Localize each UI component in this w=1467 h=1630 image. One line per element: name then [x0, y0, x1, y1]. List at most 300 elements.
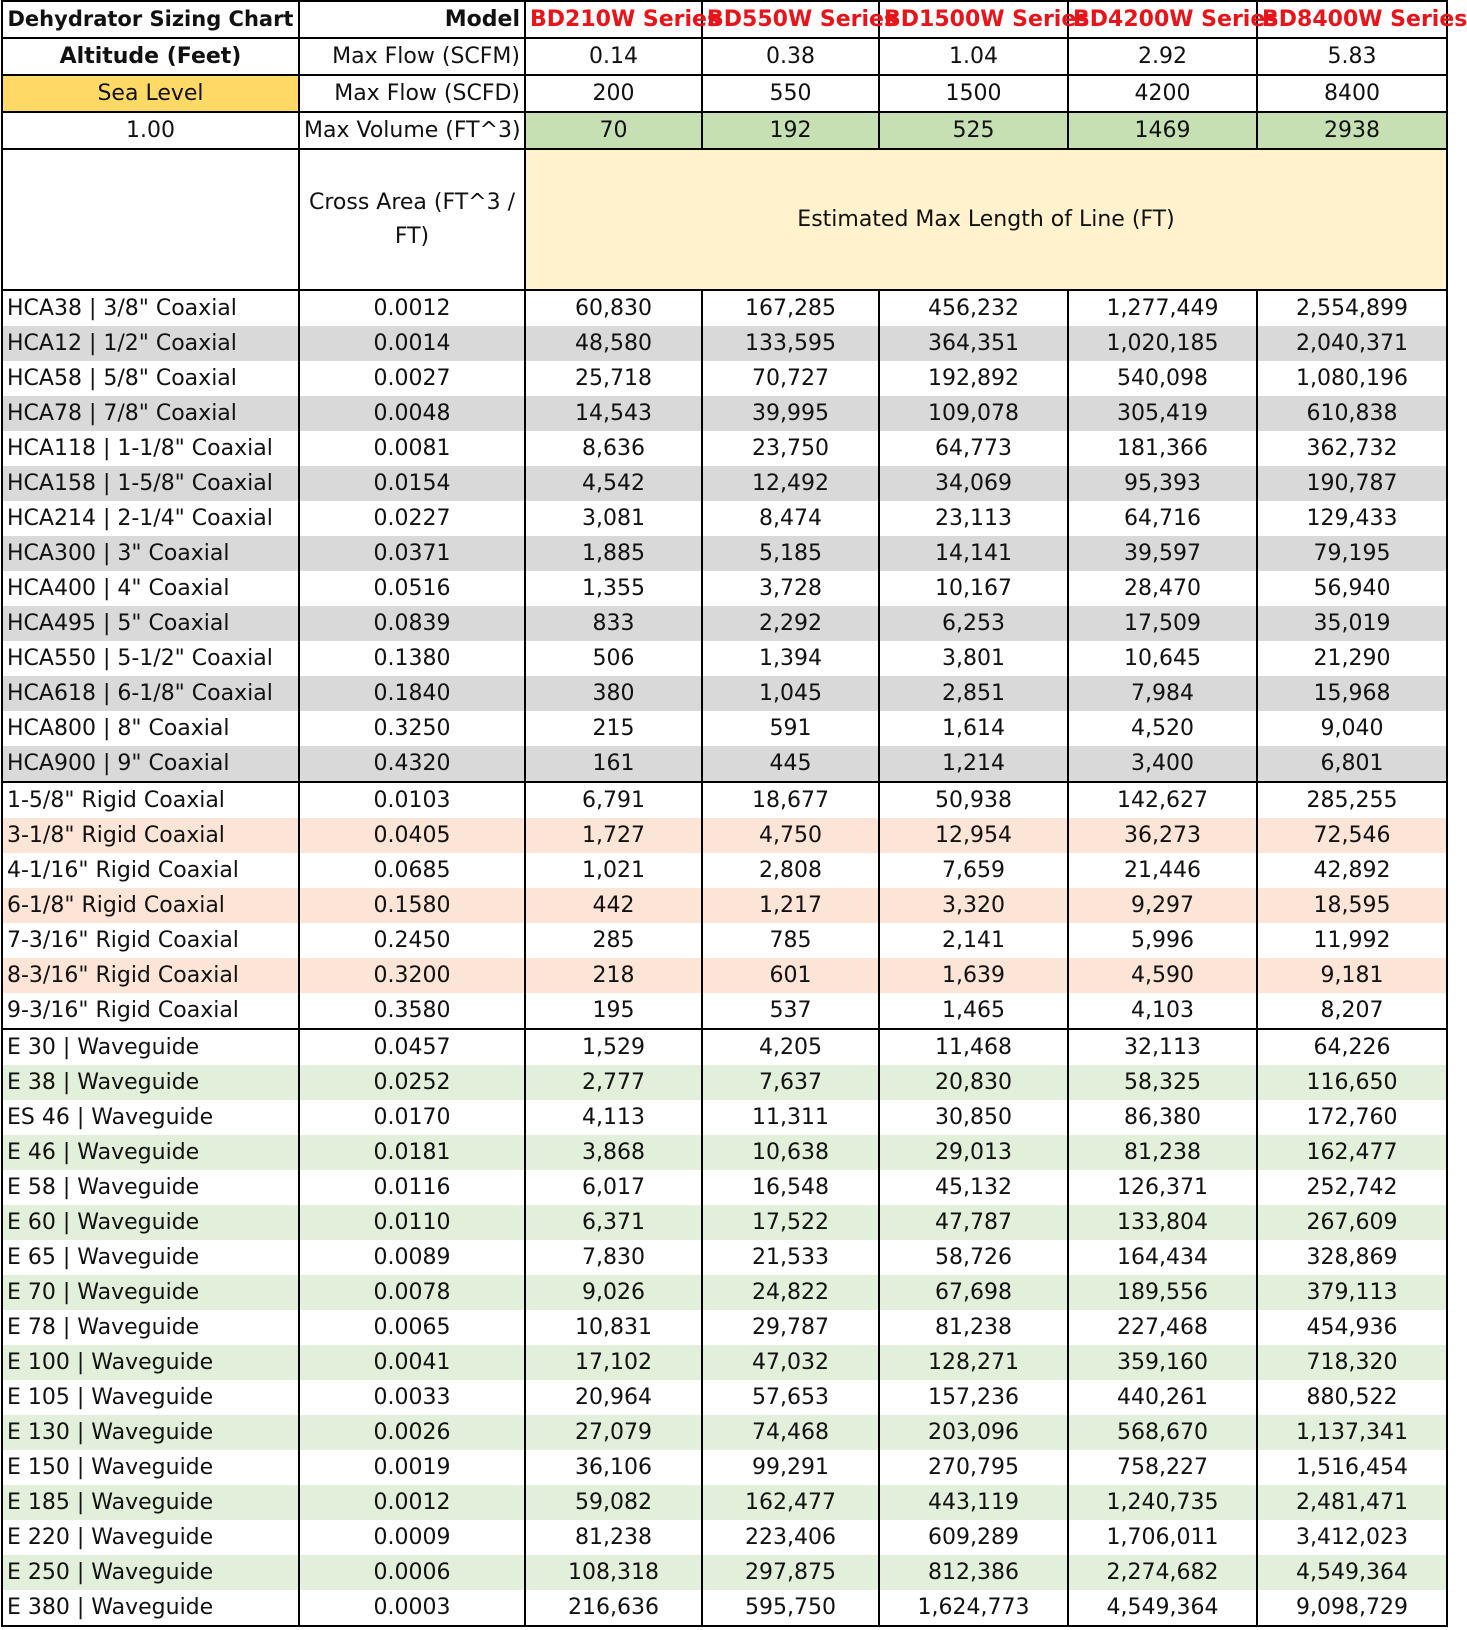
- cross-area-cell: 0.3200: [299, 958, 525, 993]
- rigid-row: [2, 853, 1447, 888]
- waveguide-row: [2, 1345, 1447, 1380]
- max-length-cell: 47,032: [702, 1345, 879, 1380]
- line-type-cell: E 30 | Waveguide: [2, 1029, 299, 1065]
- max-length-cell: 4,205: [702, 1029, 879, 1065]
- series-header: BD550W Series: [702, 1, 879, 38]
- max-length-cell: 25,718: [525, 361, 702, 396]
- cross-area-cell: 0.0227: [299, 501, 525, 536]
- max-length-cell: 1,614: [879, 711, 1068, 746]
- max-length-cell: 2,481,471: [1257, 1485, 1447, 1520]
- max-length-cell: 1,639: [879, 958, 1068, 993]
- max-length-cell: 537: [702, 993, 879, 1029]
- line-type-cell: 8-3/16" Rigid Coaxial: [2, 958, 299, 993]
- max-length-cell: 3,081: [525, 501, 702, 536]
- max-length-cell: 1,516,454: [1257, 1450, 1447, 1485]
- max-length-cell: 47,787: [879, 1205, 1068, 1240]
- cross-area-cell: 0.0103: [299, 782, 525, 818]
- scfm-label: Max Flow (SCFM): [299, 38, 525, 75]
- volume-label: Max Volume (FT^3): [299, 112, 525, 149]
- max-length-cell: 4,549,364: [1257, 1555, 1447, 1590]
- max-length-cell: 10,831: [525, 1310, 702, 1345]
- line-type-cell: HCA118 | 1-1/8" Coaxial: [2, 431, 299, 466]
- scfd-value: 4200: [1068, 75, 1257, 112]
- waveguide-row: [2, 1520, 1447, 1555]
- max-length-cell: 181,366: [1068, 431, 1257, 466]
- max-length-cell: 1,277,449: [1068, 290, 1257, 326]
- max-length-cell: 190,787: [1257, 466, 1447, 501]
- header-row-scfd: [2, 75, 1447, 112]
- max-length-cell: 81,238: [1068, 1135, 1257, 1170]
- max-length-cell: 305,419: [1068, 396, 1257, 431]
- cross-area-cell: 0.0516: [299, 571, 525, 606]
- max-length-cell: 4,103: [1068, 993, 1257, 1029]
- rigid-row: [2, 818, 1447, 853]
- rigid-row: [2, 993, 1447, 1029]
- max-length-cell: 2,141: [879, 923, 1068, 958]
- max-length-cell: 506: [525, 641, 702, 676]
- hca-row: [2, 746, 1447, 782]
- model-label: Model: [299, 1, 525, 38]
- max-length-cell: 1,624,773: [879, 1590, 1068, 1626]
- line-type-cell: HCA214 | 2-1/4" Coaxial: [2, 501, 299, 536]
- line-type-cell: E 185 | Waveguide: [2, 1485, 299, 1520]
- line-type-cell: E 100 | Waveguide: [2, 1345, 299, 1380]
- max-length-cell: 216,636: [525, 1590, 702, 1626]
- max-length-cell: 1,137,341: [1257, 1415, 1447, 1450]
- max-length-cell: 81,238: [879, 1310, 1068, 1345]
- scfd-value: 8400: [1257, 75, 1447, 112]
- max-length-cell: 2,808: [702, 853, 879, 888]
- line-type-cell: HCA58 | 5/8" Coaxial: [2, 361, 299, 396]
- line-type-cell: E 78 | Waveguide: [2, 1310, 299, 1345]
- max-length-cell: 8,474: [702, 501, 879, 536]
- series-header: BD8400W Series: [1257, 1, 1447, 38]
- cross-area-cell: 0.0457: [299, 1029, 525, 1065]
- hca-row: [2, 536, 1447, 571]
- max-length-cell: 380: [525, 676, 702, 711]
- max-length-cell: 56,940: [1257, 571, 1447, 606]
- rigid-row: [2, 958, 1447, 993]
- max-length-cell: 1,394: [702, 641, 879, 676]
- max-length-cell: 7,984: [1068, 676, 1257, 711]
- max-length-cell: 9,181: [1257, 958, 1447, 993]
- header-row-labels: [2, 149, 1447, 290]
- line-type-cell: ES 46 | Waveguide: [2, 1100, 299, 1135]
- volume-value: 2938: [1257, 112, 1447, 149]
- cross-area-cell: 0.0027: [299, 361, 525, 396]
- max-length-cell: 11,311: [702, 1100, 879, 1135]
- line-type-cell: HCA300 | 3" Coaxial: [2, 536, 299, 571]
- max-length-cell: 108,318: [525, 1555, 702, 1590]
- max-length-cell: 86,380: [1068, 1100, 1257, 1135]
- scfm-value: 0.38: [702, 38, 879, 75]
- max-length-cell: 48,580: [525, 326, 702, 361]
- max-length-cell: 1,706,011: [1068, 1520, 1257, 1555]
- max-length-cell: 2,777: [525, 1065, 702, 1100]
- cross-area-cell: 0.1840: [299, 676, 525, 711]
- header-row-scfm: [2, 38, 1447, 75]
- max-length-cell: 162,477: [702, 1485, 879, 1520]
- max-length-cell: 285: [525, 923, 702, 958]
- cross-area-cell: 0.4320: [299, 746, 525, 782]
- max-length-cell: 16,548: [702, 1170, 879, 1205]
- hca-row: [2, 641, 1447, 676]
- max-length-cell: 610,838: [1257, 396, 1447, 431]
- max-length-cell: 5,185: [702, 536, 879, 571]
- header-row-volume: [2, 112, 1447, 149]
- max-length-cell: 4,113: [525, 1100, 702, 1135]
- max-length-cell: 34,069: [879, 466, 1068, 501]
- max-length-cell: 11,992: [1257, 923, 1447, 958]
- line-type-cell: HCA158 | 1-5/8" Coaxial: [2, 466, 299, 501]
- max-length-cell: 99,291: [702, 1450, 879, 1485]
- hca-row: [2, 501, 1447, 536]
- max-length-cell: 45,132: [879, 1170, 1068, 1205]
- max-length-cell: 456,232: [879, 290, 1068, 326]
- series-header: BD4200W Series: [1068, 1, 1257, 38]
- max-length-cell: 6,371: [525, 1205, 702, 1240]
- line-type-cell: HCA12 | 1/2" Coaxial: [2, 326, 299, 361]
- max-length-cell: 74,468: [702, 1415, 879, 1450]
- max-length-cell: 23,113: [879, 501, 1068, 536]
- max-length-cell: 39,995: [702, 396, 879, 431]
- estimate-label: Estimated Max Length of Line (FT): [525, 149, 1447, 290]
- max-length-cell: 3,728: [702, 571, 879, 606]
- waveguide-row: [2, 1240, 1447, 1275]
- waveguide-row: [2, 1380, 1447, 1415]
- max-length-cell: 167,285: [702, 290, 879, 326]
- max-length-cell: 1,020,185: [1068, 326, 1257, 361]
- max-length-cell: 18,677: [702, 782, 879, 818]
- cross-area-cell: 0.1380: [299, 641, 525, 676]
- cross-area-cell: 0.2450: [299, 923, 525, 958]
- max-length-cell: 29,787: [702, 1310, 879, 1345]
- max-length-cell: 35,019: [1257, 606, 1447, 641]
- max-length-cell: 227,468: [1068, 1310, 1257, 1345]
- max-length-cell: 833: [525, 606, 702, 641]
- max-length-cell: 15,968: [1257, 676, 1447, 711]
- max-length-cell: 4,549,364: [1068, 1590, 1257, 1626]
- scfd-value: 550: [702, 75, 879, 112]
- max-length-cell: 1,214: [879, 746, 1068, 782]
- max-length-cell: 109,078: [879, 396, 1068, 431]
- hca-row: [2, 361, 1447, 396]
- max-length-cell: 23,750: [702, 431, 879, 466]
- line-type-cell: E 65 | Waveguide: [2, 1240, 299, 1275]
- max-length-cell: 60,830: [525, 290, 702, 326]
- max-length-cell: 3,412,023: [1257, 1520, 1447, 1555]
- scfm-value: 5.83: [1257, 38, 1447, 75]
- max-length-cell: 3,801: [879, 641, 1068, 676]
- hca-row: [2, 711, 1447, 746]
- line-type-cell: E 220 | Waveguide: [2, 1520, 299, 1555]
- cross-area-cell: 0.0006: [299, 1555, 525, 1590]
- max-length-cell: 133,595: [702, 326, 879, 361]
- volume-value: 192: [702, 112, 879, 149]
- waveguide-row: [2, 1100, 1447, 1135]
- max-length-cell: 12,492: [702, 466, 879, 501]
- max-length-cell: 17,509: [1068, 606, 1257, 641]
- waveguide-row: [2, 1310, 1447, 1345]
- cross-area-cell: 0.0041: [299, 1345, 525, 1380]
- rigid-row: [2, 782, 1447, 818]
- line-type-cell: E 38 | Waveguide: [2, 1065, 299, 1100]
- line-type-cell: 9-3/16" Rigid Coaxial: [2, 993, 299, 1029]
- max-length-cell: 785: [702, 923, 879, 958]
- max-length-cell: 195: [525, 993, 702, 1029]
- max-length-cell: 95,393: [1068, 466, 1257, 501]
- waveguide-row: [2, 1135, 1447, 1170]
- max-length-cell: 223,406: [702, 1520, 879, 1555]
- hca-row: [2, 396, 1447, 431]
- scfd-label: Max Flow (SCFD): [299, 75, 525, 112]
- cross-area-cell: 0.0405: [299, 818, 525, 853]
- max-length-cell: 79,195: [1257, 536, 1447, 571]
- max-length-cell: 10,638: [702, 1135, 879, 1170]
- max-length-cell: 9,026: [525, 1275, 702, 1310]
- max-length-cell: 21,533: [702, 1240, 879, 1275]
- cross-area-cell: 0.0116: [299, 1170, 525, 1205]
- max-length-cell: 12,954: [879, 818, 1068, 853]
- cross-area-cell: 0.0078: [299, 1275, 525, 1310]
- max-length-cell: 42,892: [1257, 853, 1447, 888]
- max-length-cell: 364,351: [879, 326, 1068, 361]
- max-length-cell: 218: [525, 958, 702, 993]
- max-length-cell: 359,160: [1068, 1345, 1257, 1380]
- max-length-cell: 601: [702, 958, 879, 993]
- max-length-cell: 133,804: [1068, 1205, 1257, 1240]
- max-length-cell: 6,017: [525, 1170, 702, 1205]
- cross-area-cell: 0.0089: [299, 1240, 525, 1275]
- waveguide-row: [2, 1170, 1447, 1205]
- line-type-cell: E 250 | Waveguide: [2, 1555, 299, 1590]
- cross-area-cell: 0.0110: [299, 1205, 525, 1240]
- waveguide-row: [2, 1065, 1447, 1100]
- series-header: BD1500W Series: [879, 1, 1068, 38]
- max-length-cell: 172,760: [1257, 1100, 1447, 1135]
- max-length-cell: 64,226: [1257, 1029, 1447, 1065]
- max-length-cell: 440,261: [1068, 1380, 1257, 1415]
- max-length-cell: 2,851: [879, 676, 1068, 711]
- line-type-cell: E 60 | Waveguide: [2, 1205, 299, 1240]
- max-length-cell: 1,021: [525, 853, 702, 888]
- line-type-cell: E 58 | Waveguide: [2, 1170, 299, 1205]
- max-length-cell: 28,470: [1068, 571, 1257, 606]
- max-length-cell: 9,098,729: [1257, 1590, 1447, 1626]
- dehydrator-sizing-table: [1, 0, 1467, 1627]
- max-length-cell: 21,446: [1068, 853, 1257, 888]
- cross-area-cell: 0.0154: [299, 466, 525, 501]
- header-row-model: [2, 1, 1447, 38]
- cross-area-cell: 0.0839: [299, 606, 525, 641]
- cross-area-cell: 0.0012: [299, 290, 525, 326]
- line-type-cell: HCA78 | 7/8" Coaxial: [2, 396, 299, 431]
- max-length-cell: 36,273: [1068, 818, 1257, 853]
- max-length-cell: 445: [702, 746, 879, 782]
- max-length-cell: 21,290: [1257, 641, 1447, 676]
- scfd-value: 1500: [879, 75, 1068, 112]
- volume-value: 1469: [1068, 112, 1257, 149]
- max-length-cell: 57,653: [702, 1380, 879, 1415]
- line-type-cell: HCA495 | 5" Coaxial: [2, 606, 299, 641]
- max-length-cell: 6,801: [1257, 746, 1447, 782]
- max-length-cell: 252,742: [1257, 1170, 1447, 1205]
- max-length-cell: 2,292: [702, 606, 879, 641]
- max-length-cell: 10,167: [879, 571, 1068, 606]
- line-type-cell: 3-1/8" Rigid Coaxial: [2, 818, 299, 853]
- max-length-cell: 189,556: [1068, 1275, 1257, 1310]
- hca-row: [2, 431, 1447, 466]
- max-length-cell: 72,546: [1257, 818, 1447, 853]
- cross-area-cell: 0.0009: [299, 1520, 525, 1555]
- max-length-cell: 880,522: [1257, 1380, 1447, 1415]
- max-length-cell: 203,096: [879, 1415, 1068, 1450]
- scfm-value: 1.04: [879, 38, 1068, 75]
- blank-cell: [2, 149, 299, 290]
- max-length-cell: 29,013: [879, 1135, 1068, 1170]
- hca-row: [2, 290, 1447, 326]
- max-length-cell: 328,869: [1257, 1240, 1447, 1275]
- max-length-cell: 362,732: [1257, 431, 1447, 466]
- cross-area-cell: 0.0014: [299, 326, 525, 361]
- cross-area-cell: 0.0081: [299, 431, 525, 466]
- max-length-cell: 17,522: [702, 1205, 879, 1240]
- max-length-cell: 128,271: [879, 1345, 1068, 1380]
- max-length-cell: 10,645: [1068, 641, 1257, 676]
- waveguide-row: [2, 1590, 1447, 1626]
- hca-row: [2, 676, 1447, 711]
- waveguide-row: [2, 1275, 1447, 1310]
- max-length-cell: 59,082: [525, 1485, 702, 1520]
- hca-row: [2, 606, 1447, 641]
- line-type-cell: E 105 | Waveguide: [2, 1380, 299, 1415]
- rigid-row: [2, 923, 1447, 958]
- max-length-cell: 157,236: [879, 1380, 1068, 1415]
- max-length-cell: 70,727: [702, 361, 879, 396]
- cross-area-cell: 0.0181: [299, 1135, 525, 1170]
- max-length-cell: 27,079: [525, 1415, 702, 1450]
- max-length-cell: 9,040: [1257, 711, 1447, 746]
- line-type-cell: E 130 | Waveguide: [2, 1415, 299, 1450]
- waveguide-row: [2, 1485, 1447, 1520]
- cross-area-cell: 0.0065: [299, 1310, 525, 1345]
- max-length-cell: 39,597: [1068, 536, 1257, 571]
- max-length-cell: 568,670: [1068, 1415, 1257, 1450]
- max-length-cell: 3,868: [525, 1135, 702, 1170]
- max-length-cell: 20,964: [525, 1380, 702, 1415]
- max-length-cell: 591: [702, 711, 879, 746]
- max-length-cell: 129,433: [1257, 501, 1447, 536]
- hca-row: [2, 466, 1447, 501]
- max-length-cell: 8,207: [1257, 993, 1447, 1029]
- cross-area-cell: 0.0019: [299, 1450, 525, 1485]
- max-length-cell: 58,726: [879, 1240, 1068, 1275]
- line-type-cell: HCA400 | 4" Coaxial: [2, 571, 299, 606]
- cross-area-cell: 0.0048: [299, 396, 525, 431]
- max-length-cell: 64,773: [879, 431, 1068, 466]
- max-length-cell: 4,590: [1068, 958, 1257, 993]
- cross-area-cell: 0.0026: [299, 1415, 525, 1450]
- max-length-cell: 1,529: [525, 1029, 702, 1065]
- series-header: BD210W Series: [525, 1, 702, 38]
- volume-value: 70: [525, 112, 702, 149]
- max-length-cell: 14,543: [525, 396, 702, 431]
- cross-area-cell: 0.3580: [299, 993, 525, 1029]
- max-length-cell: 24,822: [702, 1275, 879, 1310]
- line-type-cell: HCA38 | 3/8" Coaxial: [2, 290, 299, 326]
- max-length-cell: 3,320: [879, 888, 1068, 923]
- max-length-cell: 1,240,735: [1068, 1485, 1257, 1520]
- cross-area-label: Cross Area (FT^3 / FT): [299, 149, 525, 290]
- max-length-cell: 285,255: [1257, 782, 1447, 818]
- max-length-cell: 162,477: [1257, 1135, 1447, 1170]
- scfm-value: 2.92: [1068, 38, 1257, 75]
- max-length-cell: 142,627: [1068, 782, 1257, 818]
- line-type-cell: HCA550 | 5-1/2" Coaxial: [2, 641, 299, 676]
- max-length-cell: 3,400: [1068, 746, 1257, 782]
- max-length-cell: 50,938: [879, 782, 1068, 818]
- waveguide-row: [2, 1029, 1447, 1065]
- max-length-cell: 18,595: [1257, 888, 1447, 923]
- max-length-cell: 30,850: [879, 1100, 1068, 1135]
- max-length-cell: 6,791: [525, 782, 702, 818]
- line-type-cell: 6-1/8" Rigid Coaxial: [2, 888, 299, 923]
- max-length-cell: 812,386: [879, 1555, 1068, 1590]
- line-type-cell: HCA800 | 8" Coaxial: [2, 711, 299, 746]
- altitude-factor: 1.00: [2, 112, 299, 149]
- scfd-value: 200: [525, 75, 702, 112]
- line-type-cell: 4-1/16" Rigid Coaxial: [2, 853, 299, 888]
- max-length-cell: 6,253: [879, 606, 1068, 641]
- max-length-cell: 4,750: [702, 818, 879, 853]
- max-length-cell: 442: [525, 888, 702, 923]
- max-length-cell: 297,875: [702, 1555, 879, 1590]
- max-length-cell: 215: [525, 711, 702, 746]
- max-length-cell: 58,325: [1068, 1065, 1257, 1100]
- max-length-cell: 540,098: [1068, 361, 1257, 396]
- max-length-cell: 1,355: [525, 571, 702, 606]
- max-length-cell: 116,650: [1257, 1065, 1447, 1100]
- max-length-cell: 758,227: [1068, 1450, 1257, 1485]
- max-length-cell: 11,468: [879, 1029, 1068, 1065]
- max-length-cell: 7,830: [525, 1240, 702, 1275]
- scfm-value: 0.14: [525, 38, 702, 75]
- line-type-cell: 7-3/16" Rigid Coaxial: [2, 923, 299, 958]
- max-length-cell: 1,465: [879, 993, 1068, 1029]
- max-length-cell: 4,542: [525, 466, 702, 501]
- cross-area-cell: 0.0685: [299, 853, 525, 888]
- line-type-cell: 1-5/8" Rigid Coaxial: [2, 782, 299, 818]
- line-type-cell: E 46 | Waveguide: [2, 1135, 299, 1170]
- max-length-cell: 2,554,899: [1257, 290, 1447, 326]
- max-length-cell: 192,892: [879, 361, 1068, 396]
- cross-area-cell: 0.0170: [299, 1100, 525, 1135]
- cross-area-cell: 0.0252: [299, 1065, 525, 1100]
- cross-area-cell: 0.0033: [299, 1380, 525, 1415]
- max-length-cell: 9,297: [1068, 888, 1257, 923]
- line-type-cell: E 150 | Waveguide: [2, 1450, 299, 1485]
- cross-area-cell: 0.0003: [299, 1590, 525, 1626]
- waveguide-row: [2, 1555, 1447, 1590]
- max-length-cell: 64,716: [1068, 501, 1257, 536]
- max-length-cell: 1,217: [702, 888, 879, 923]
- line-type-cell: HCA618 | 6-1/8" Coaxial: [2, 676, 299, 711]
- max-length-cell: 454,936: [1257, 1310, 1447, 1345]
- waveguide-row: [2, 1450, 1447, 1485]
- rigid-row: [2, 888, 1447, 923]
- max-length-cell: 267,609: [1257, 1205, 1447, 1240]
- line-type-cell: HCA900 | 9" Coaxial: [2, 746, 299, 782]
